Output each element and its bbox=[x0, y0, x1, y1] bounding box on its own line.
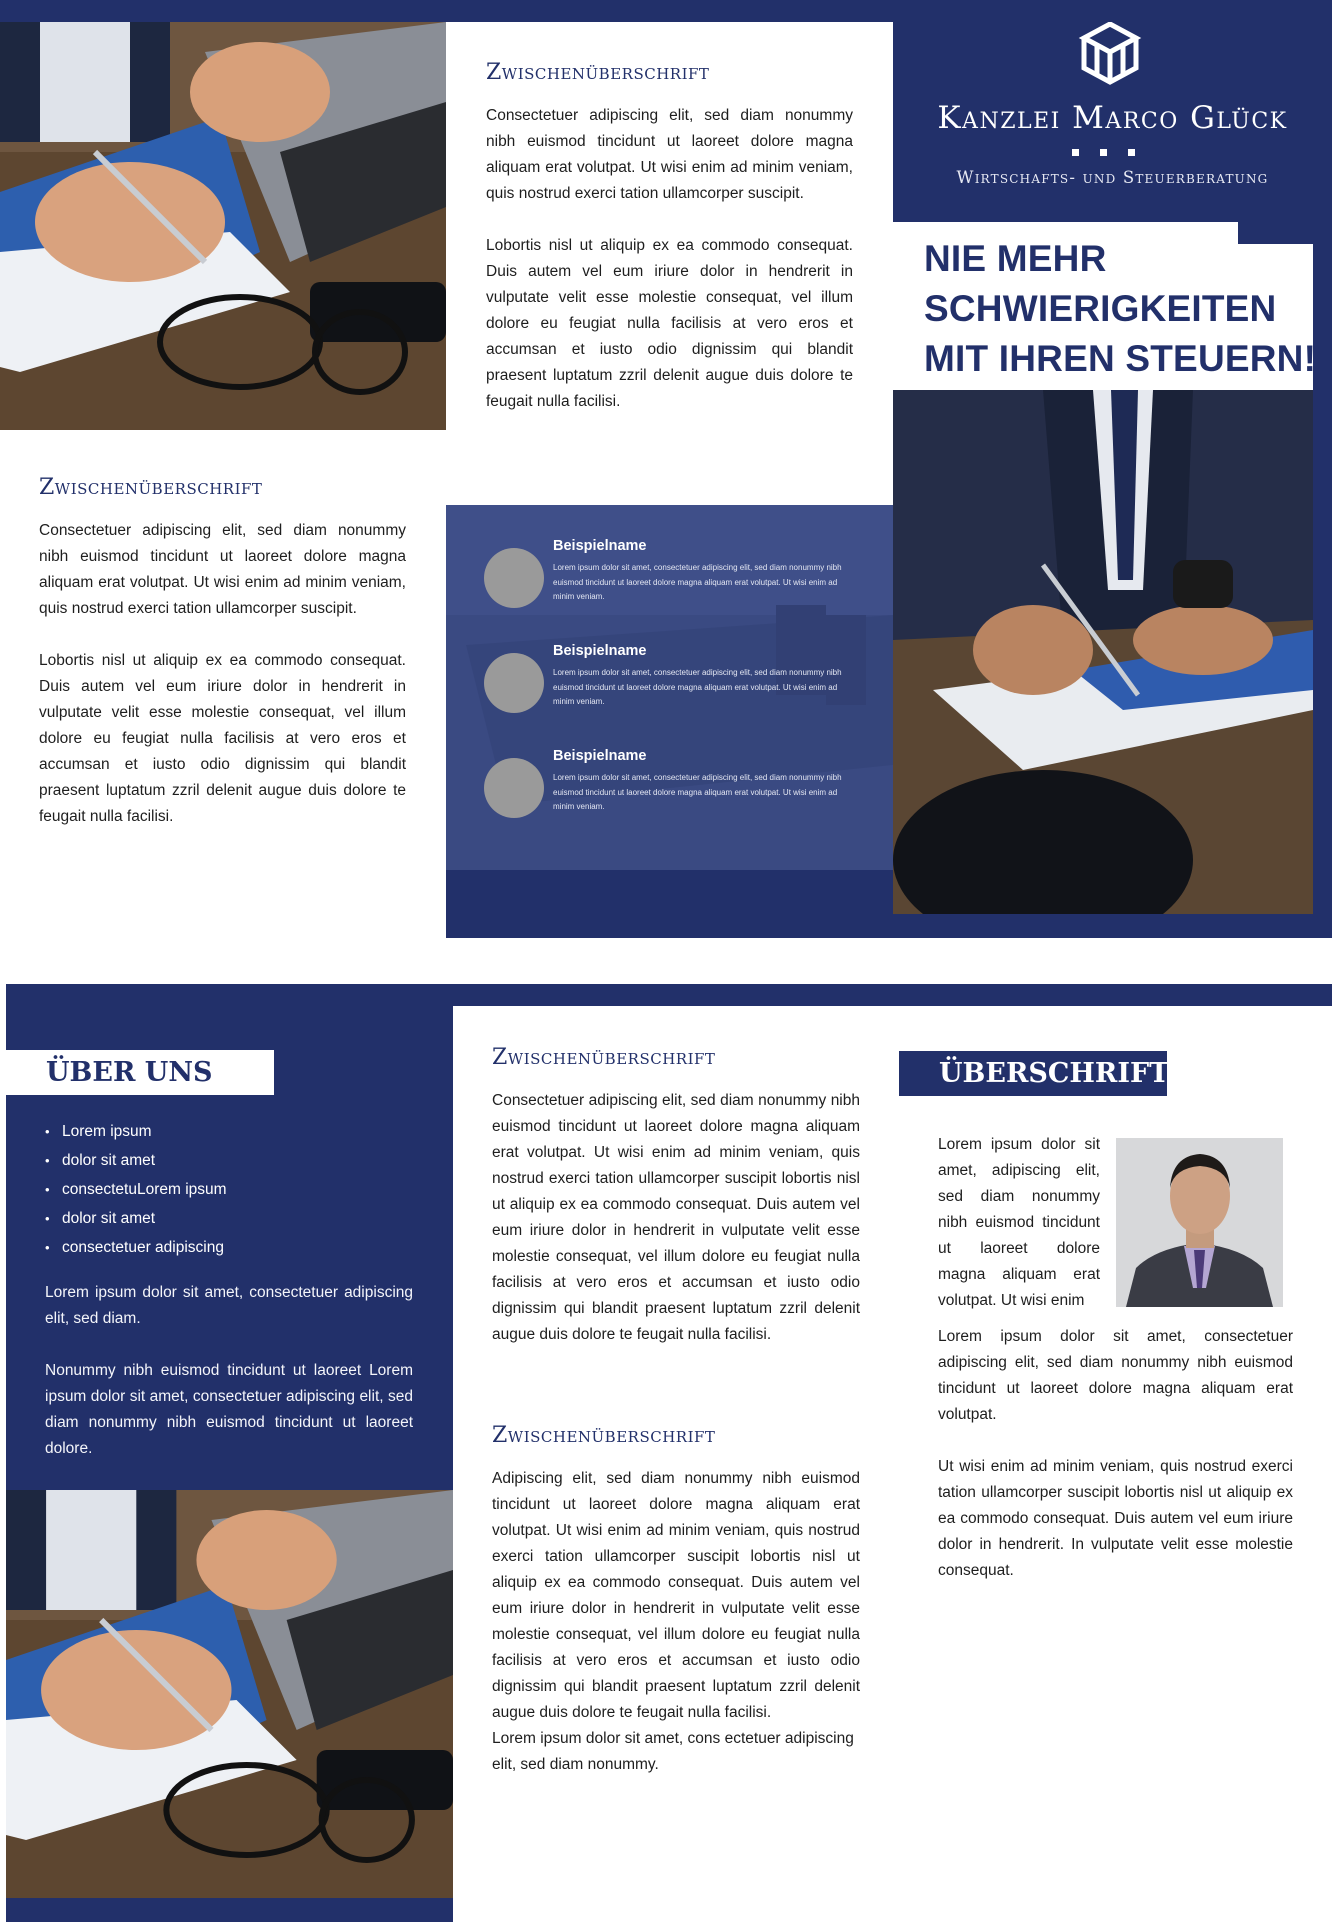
testimonial-text: Lorem ipsum dolor sit amet, consectetuer adipiscing elit, sed diam nonummy nibh euismod tincidunt ut laoreet dolore magna aliquam erat volutpat. Ut wisi enim ad minim veniam. bbox=[553, 668, 842, 706]
section-body bbox=[39, 518, 406, 830]
desk-signing-photo bbox=[6, 1490, 453, 1898]
section-heading: Zwischenüberschrift bbox=[492, 1045, 716, 1070]
section-body bbox=[938, 1324, 1293, 1584]
brand-tagline: Wirtschafts- und Steuerberatung bbox=[956, 168, 1269, 187]
paragraph: Ut wisi enim ad minim veniam, quis nostrud exerci tation ullamcorper suscipit lobortis nisl ut aliquip ex ea commodo consequat. Duis autem vel eum iriure dolor in hendrerit. In vulputate velit esse molestie consequat. bbox=[938, 1458, 1293, 1579]
testimonial-text: Lorem ipsum dolor sit amet, consectetuer adipiscing elit, sed diam nonummy nibh euismod tincidunt ut laoreet dolore magna aliquam erat volutpat. Ut wisi enim ad minim veniam. bbox=[553, 773, 842, 811]
businessman-signing-photo bbox=[893, 390, 1313, 914]
about-heading: ÜBER UNS bbox=[46, 1057, 213, 1088]
section-heading: Zwischenüberschrift bbox=[492, 1423, 716, 1448]
brand-dots bbox=[1072, 149, 1135, 156]
paragraph: Consectetuer adipiscing elit, sed diam nonummy nibh euismod tincidunt ut laoreet dolore magna aliquam erat volutpat. Ut wisi enim ad minim veniam, quis nostrud exerci tation ullamcorper suscipit. bbox=[39, 522, 406, 617]
section-heading: Zwischenüberschrift bbox=[486, 60, 710, 85]
avatar bbox=[484, 653, 544, 713]
list-item: • consectetuer adipiscing bbox=[45, 1233, 227, 1262]
section-heading: Zwischenüberschrift bbox=[39, 475, 263, 500]
right-heading-box bbox=[899, 1051, 1170, 1096]
avatar bbox=[484, 758, 544, 818]
avatar bbox=[484, 548, 544, 608]
inside-top-strip bbox=[453, 984, 1332, 1006]
about-panel-footer bbox=[6, 1898, 453, 1922]
testimonial-text: Lorem ipsum dolor sit amet, consectetuer adipiscing elit, sed diam nonummy nibh euismod tincidunt ut laoreet dolore magna aliquam erat volutpat. Ut wisi enim ad minim veniam. bbox=[553, 563, 842, 601]
list-item: • dolor sit amet bbox=[45, 1146, 227, 1175]
about-body bbox=[45, 1280, 413, 1462]
testimonial-name: Beispielname bbox=[553, 748, 647, 764]
headline-line: NIE MEHR bbox=[924, 238, 1107, 279]
list-item: • consectetuLorem ipsum bbox=[45, 1175, 227, 1204]
testimonial-name: Beispielname bbox=[553, 643, 647, 659]
headline-line: SCHWIERIGKEITEN bbox=[924, 288, 1277, 329]
portrait-photo bbox=[1116, 1138, 1283, 1307]
paragraph: Lorem ipsum dolor sit amet, cons ectetuer adipiscing elit, sed diam nonummy. bbox=[492, 1730, 854, 1773]
desk-signing-photo bbox=[0, 22, 446, 430]
cover-headline bbox=[924, 234, 1324, 384]
testimonial-panel-footer bbox=[446, 870, 893, 938]
paragraph: Nonummy nibh euismod tincidunt ut laoreet Lorem ipsum dolor sit amet, consectetuer adipiscing elit, sed diam nonummy nibh euismod tincidunt ut laoreet dolore. bbox=[45, 1362, 413, 1457]
paragraph: Lorem ipsum dolor sit amet, consectetuer adipiscing elit, sed diam. bbox=[45, 1284, 413, 1327]
side-text: Lorem ipsum dolor sit amet, adipiscing elit, sed diam nonummy nibh euismod tincidunt ut laoreet dolore magna aliquam erat volutpat. Ut wisi enim bbox=[938, 1136, 1100, 1309]
section-body: Consectetuer adipiscing elit, sed diam nonummy nibh euismod tincidunt ut laoreet dolore magna aliquam erat volutpat. Ut wisi enim ad minim veniam, quis nostrud exerci tation ullamcorper suscipit lobortis nisl ut aliquip ex ea commodo consequat. Duis autem vel eum iriure dolor in hendrerit in vulputate velit esse molestie consequat, vel illum dolore eu feugiat nulla facilisis at vero eros et accumsan et iusto odio dignissim qui blandit praesent luptatum zzril delenit augue duis dolore te feugait nulla facilisi. bbox=[492, 1092, 860, 1343]
list-item: • Lorem ipsum bbox=[45, 1117, 227, 1146]
paragraph: Lobortis nisl ut aliquip ex ea commodo consequat. Duis autem vel eum iriure dolor in hendrerit in vulputate velit esse molestie consequat, vel illum dolore eu feugiat nulla facilisis at vero eros et accumsan et iusto odio dignissim qui blandit praesent luptatum zzril delenit augue duis dolore te feugait nulla facilisi. bbox=[39, 652, 406, 825]
section-body bbox=[486, 103, 853, 415]
paragraph: Consectetuer adipiscing elit, sed diam nonummy nibh euismod tincidunt ut laoreet dolore magna aliquam erat volutpat. Ut wisi enim ad minim veniam, quis nostrud exerci tation ullamcorper suscipit. bbox=[486, 107, 853, 202]
paragraph: Adipiscing elit, sed diam nonummy nibh euismod tincidunt ut laoreet dolore magna aliquam erat volutpat. Ut wisi enim ad minim veniam, quis nostrud exerci tation ullamcorper suscipit lobortis nisl ut aliquip ex ea commodo consequat. Duis autem vel eum iriure dolor in hendrerit in vulputate velit esse molestie consequat, vel illum dolore eu feugiat nulla facilisis at vero eros et accumsan et iusto odio dignissim qui blandit praesent luptatum zzril delenit augue duis dolore te feugait nulla facilisi. bbox=[492, 1470, 860, 1721]
list-item: • dolor sit amet bbox=[45, 1204, 227, 1233]
right-heading: ÜBERSCHRIFT bbox=[939, 1058, 1170, 1089]
headline-line: MIT IHREN STEUERN! bbox=[924, 338, 1317, 379]
cube-logo-icon bbox=[1078, 22, 1142, 86]
paragraph: Lobortis nisl ut aliquip ex ea commodo consequat. Duis autem vel eum iriure dolor in hendrerit in vulputate velit esse molestie consequat, vel illum dolore eu feugiat nulla facilisis at vero eros et accumsan et iusto odio dignissim qui blandit praesent luptatum zzril delenit augue duis dolore te feugait nulla facilisi. bbox=[486, 237, 853, 410]
brand-name: Kanzlei Marco Glück bbox=[937, 100, 1288, 136]
about-bullets bbox=[45, 1117, 227, 1262]
about-heading-box bbox=[6, 1050, 274, 1095]
testimonial-name: Beispielname bbox=[553, 538, 647, 554]
paragraph: Lorem ipsum dolor sit amet, consectetuer adipiscing elit, sed diam nonummy nibh euismod tincidunt ut laoreet dolore magna aliquam erat volutpat. bbox=[938, 1328, 1293, 1423]
section-body bbox=[492, 1466, 860, 1778]
